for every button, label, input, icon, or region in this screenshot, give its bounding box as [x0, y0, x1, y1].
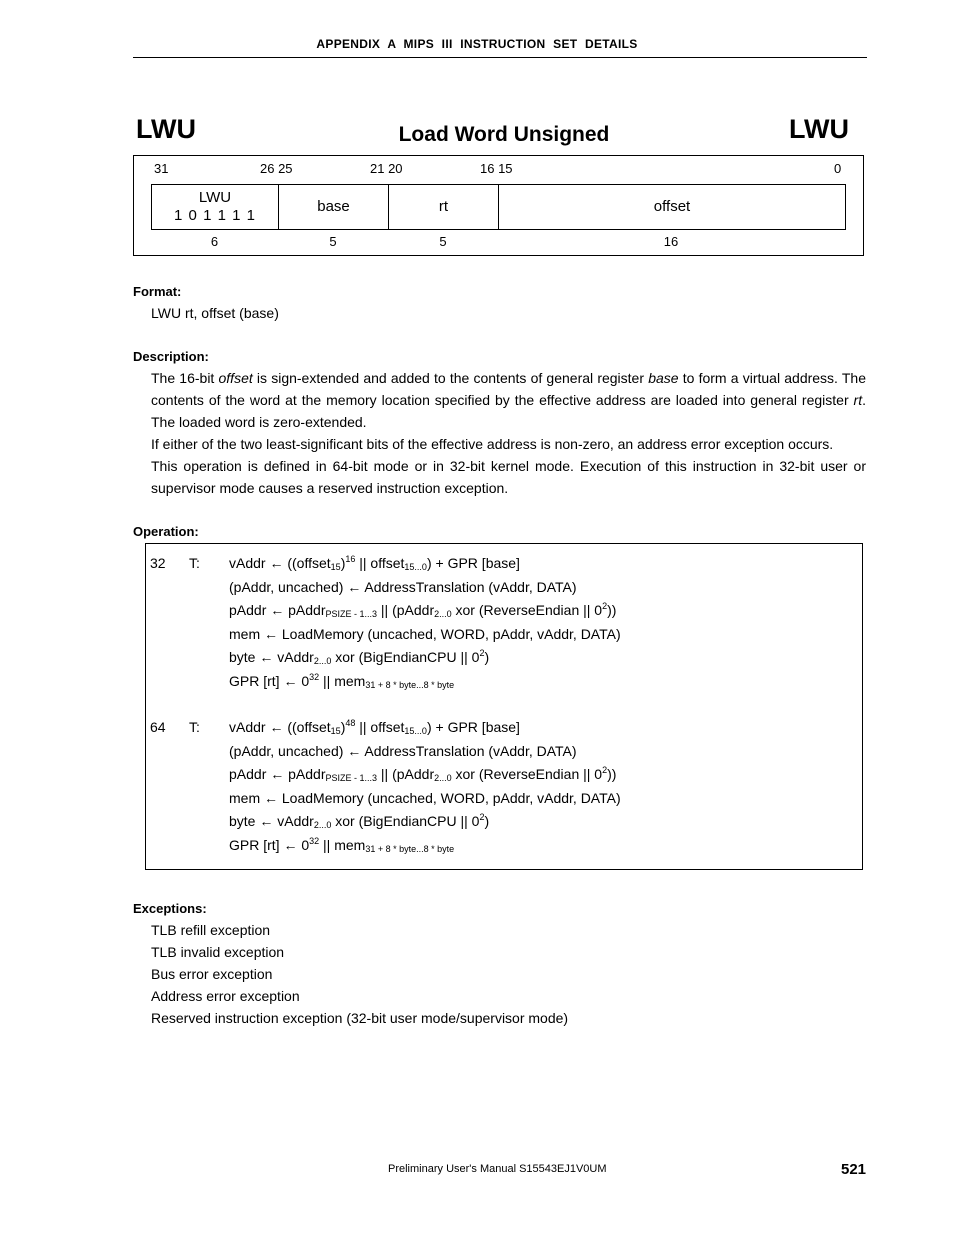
exceptions-list: [151, 919, 568, 1029]
field-width: 5: [329, 234, 337, 249]
description-heading: Description:: [133, 349, 209, 364]
op-line: GPR [rt] ← $0^{32}$ || mem$_{31 + 8 * byte...8 * byte}$: [229, 836, 455, 854]
bit-position: 31: [154, 161, 169, 176]
format-text: LWU rt, offset (base): [151, 305, 279, 321]
op-mode: 32: [150, 555, 166, 571]
op-line: mem ← LoadMemory (uncached, WORD, pAddr, vAddr, DATA): [229, 790, 621, 806]
description-paragraph: The 16-bit offset is sign-extended and added to the contents of general register base to form a virtual address. The contents of the word at the memory location specified by the effective address are loaded into general register rt. The loaded word is zero-extended.: [151, 370, 866, 430]
footer-text: Preliminary User's Manual S15543EJ1V0UM: [388, 1163, 607, 1175]
instruction-fields: [151, 184, 846, 230]
op-line: (pAddr, uncached) ← AddressTranslation (vAddr, DATA): [229, 743, 577, 759]
field-width: 16: [663, 234, 679, 249]
description-body: [151, 367, 866, 499]
bit-position: 21 20: [370, 161, 403, 176]
bit-position: 0: [834, 161, 842, 176]
op-line: mem ← LoadMemory (uncached, WORD, pAddr, vAddr, DATA): [229, 626, 621, 642]
op-line: GPR [rt] ← $0^{32}$ || mem$_{31 + 8 * byte...8 * byte}$: [229, 672, 455, 690]
exception-item: Address error exception: [151, 988, 300, 1004]
op-line: vAddr ← ((offset$_{15}$)$^{48}$ || offset$_{15...0}$) + GPR [base]: [229, 718, 520, 736]
description-paragraph: If either of the two least-significant bits of the effective address is non-zero, an address error exception occurs.: [151, 436, 834, 452]
operation-heading: Operation:: [133, 524, 199, 539]
field-width: 6: [210, 234, 219, 249]
op-line: vAddr ← ((offset$_{15}$)$^{16}$ || offset$_{15...0}$) + GPR [base]: [229, 554, 520, 572]
mnemonic-left: LWU: [136, 114, 196, 144]
field-opcode-name: LWU: [198, 189, 232, 206]
instruction-title: Load Word Unsigned: [398, 123, 610, 146]
bit-position: 26 25: [260, 161, 293, 176]
exception-item: Bus error exception: [151, 966, 273, 982]
description-paragraph: This operation is defined in 64-bit mode or in 32-bit kernel mode. Execution of this instruction in 32-bit user or supervisor mode causes a reserved instruction exception.: [151, 458, 866, 496]
bit-position: 16 15: [480, 161, 513, 176]
field-opcode: [152, 185, 279, 229]
op-line: byte ← vAddr$_{2...0}$ xor (BigEndianCPU || $0^2$): [229, 812, 490, 830]
op-stage: T:: [189, 719, 200, 735]
format-heading: Format:: [133, 284, 182, 299]
op-line: pAddr ← pAddr$_{PSIZE - 1...3}$ || (pAddr$_{2...0}$ xor (ReverseEndian || $0^2$)): [229, 601, 617, 619]
op-mode: 64: [150, 719, 166, 735]
field-base: base: [279, 185, 389, 229]
op-line: byte ← vAddr$_{2...0}$ xor (BigEndianCPU || $0^2$): [229, 648, 490, 666]
field-width: 5: [439, 234, 447, 249]
operation-box: [145, 543, 863, 870]
op-line: pAddr ← pAddr$_{PSIZE - 1...3}$ || (pAddr$_{2...0}$ xor (ReverseEndian || $0^2$)): [229, 765, 617, 783]
exceptions-heading: Exceptions:: [133, 901, 207, 916]
header-rule: [133, 57, 867, 58]
op-line: (pAddr, uncached) ← AddressTranslation (vAddr, DATA): [229, 579, 577, 595]
op-stage: T:: [189, 555, 200, 571]
page-number: 521: [841, 1161, 867, 1178]
exception-item: Reserved instruction exception (32-bit user mode/supervisor mode): [151, 1010, 569, 1026]
field-opcode-code: 1 0 1 1 1 1: [174, 207, 256, 224]
field-offset: offset: [653, 198, 691, 215]
exception-item: TLB refill exception: [151, 922, 271, 938]
exception-item: TLB invalid exception: [151, 944, 285, 960]
mnemonic-right: LWU: [789, 114, 849, 144]
field-rt: rt: [389, 185, 499, 229]
page-header: APPENDIX A MIPS III INSTRUCTION SET DETAILS: [316, 37, 638, 51]
